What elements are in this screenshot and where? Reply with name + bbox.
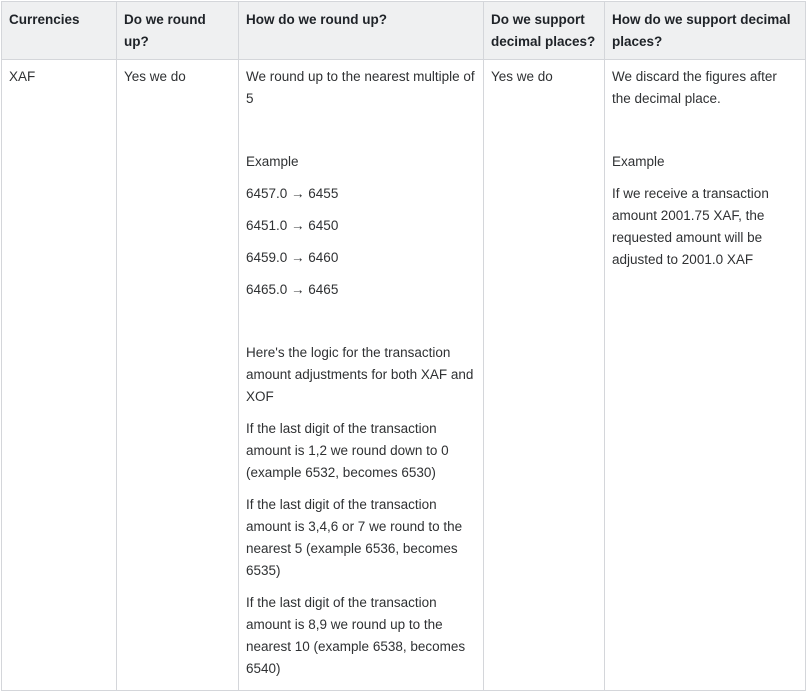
cell-how-round-up bbox=[239, 60, 484, 691]
decimal-example-label: Example bbox=[612, 154, 665, 169]
round-up-intro: We round up to the nearest multiple of 5 bbox=[246, 69, 475, 106]
table-header bbox=[2, 2, 806, 60]
round-up-example-label: Example bbox=[246, 154, 299, 169]
round-up-rule-3: If the last digit of the transaction amount is 8,9 we round up to the nearest 10 (example 6538, becomes 6540) bbox=[246, 595, 466, 676]
header-how-decimal: How do we support decimal places? bbox=[605, 2, 806, 60]
round-up-answer: Yes we do bbox=[124, 69, 186, 84]
header-how-round-up: How do we round up? bbox=[239, 2, 484, 60]
round-up-example-3: 6459.0 → 6460 bbox=[246, 250, 339, 265]
round-up-example-4: 6465.0 → 6465 bbox=[246, 282, 339, 297]
cell-currency bbox=[2, 60, 117, 691]
header-currencies: Currencies bbox=[2, 2, 117, 60]
cell-how-decimal bbox=[605, 60, 806, 691]
header-decimal-support: Do we support decimal places? bbox=[484, 2, 605, 60]
currency-code: XAF bbox=[9, 69, 36, 84]
round-up-example-2: 6451.0 → 6450 bbox=[246, 218, 339, 233]
header-row bbox=[2, 2, 806, 60]
cell-round-up bbox=[117, 60, 239, 691]
cell-decimal-support bbox=[484, 60, 605, 691]
round-up-rule-1: If the last digit of the transaction amount is 1,2 we round down to 0 (example 6532, becomes 6530) bbox=[246, 421, 449, 480]
table-row bbox=[2, 60, 806, 691]
round-up-logic-intro: Here's the logic for the transaction amount adjustments for both XAF and XOF bbox=[246, 345, 474, 404]
currency-rounding-table bbox=[1, 1, 806, 691]
round-up-rule-2: If the last digit of the transaction amount is 3,4,6 or 7 we round to the nearest 5 (example 6536, becomes 6535) bbox=[246, 497, 463, 578]
header-round-up: Do we round up? bbox=[117, 2, 239, 60]
decimal-support-answer: Yes we do bbox=[491, 69, 553, 84]
round-up-example-1: 6457.0 → 6455 bbox=[246, 186, 339, 201]
decimal-example-text: If we receive a transaction amount 2001.75 XAF, the requested amount will be adjusted to 2001.0 XAF bbox=[612, 186, 769, 267]
decimal-intro: We discard the figures after the decimal place. bbox=[612, 69, 777, 106]
